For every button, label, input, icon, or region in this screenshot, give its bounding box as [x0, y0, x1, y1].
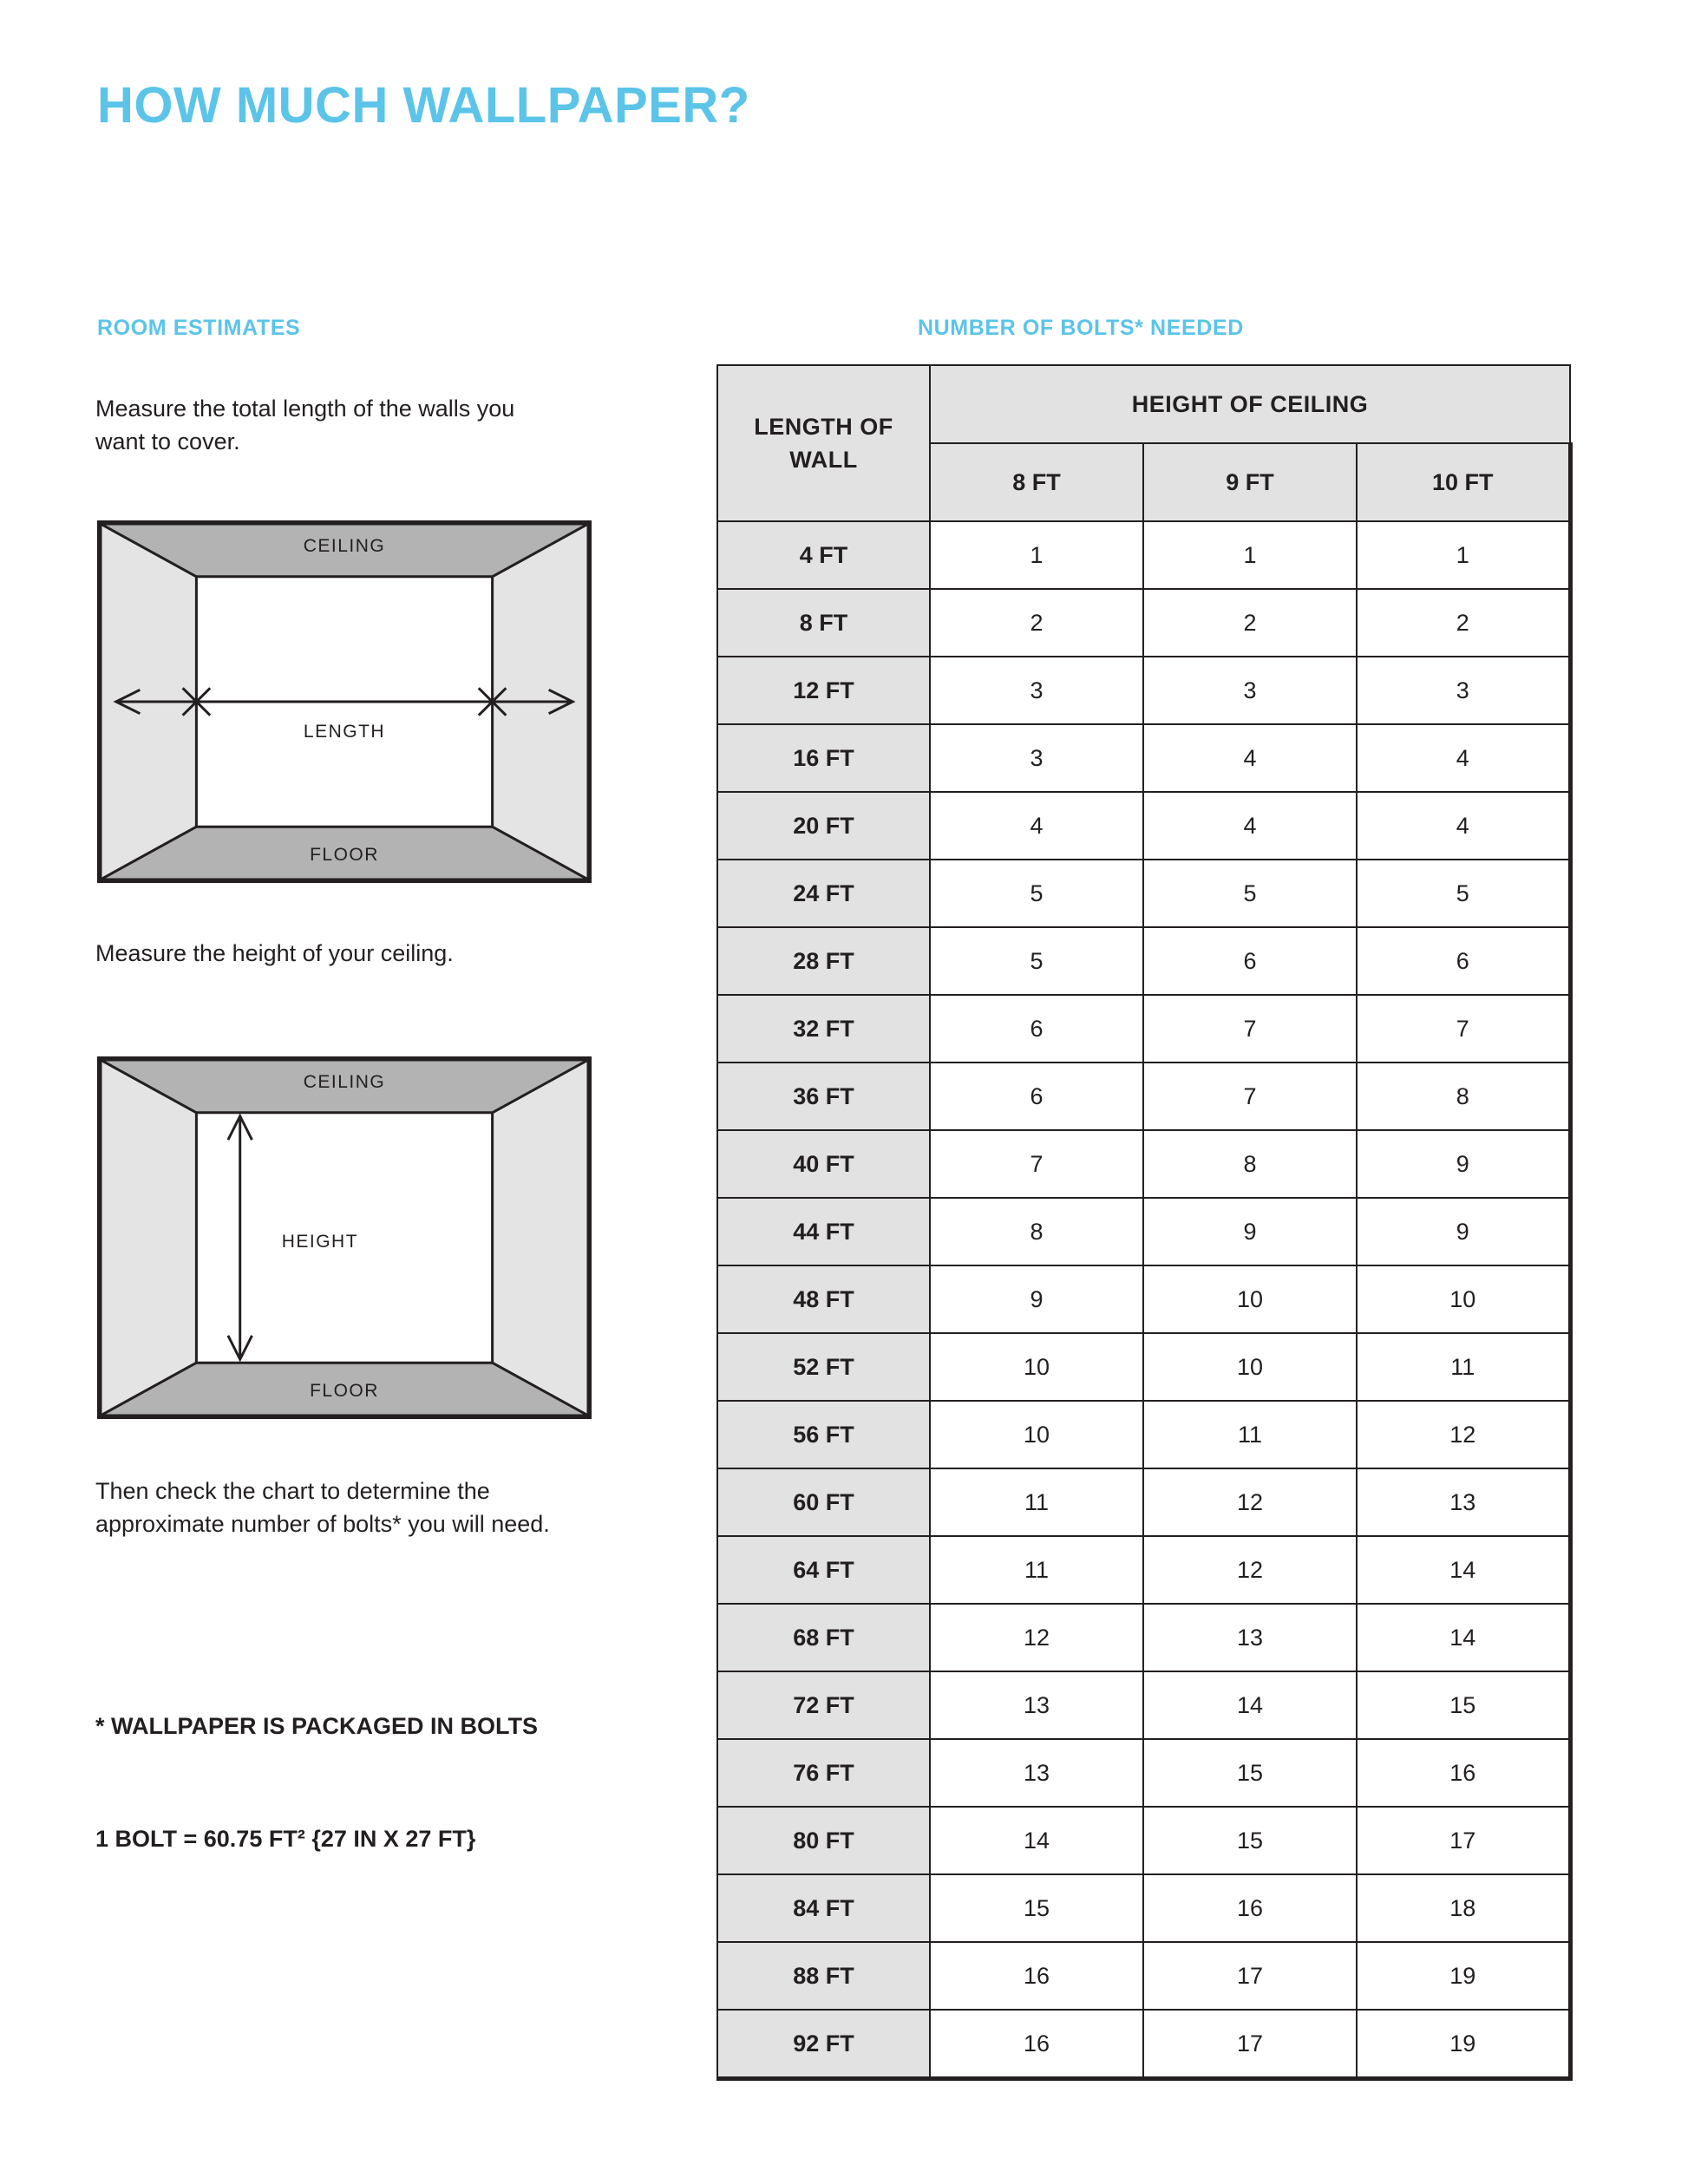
cell-value: 12 — [1143, 1536, 1357, 1604]
row-label: 92 FT — [717, 2010, 930, 2079]
cell-value: 3 — [1143, 657, 1357, 724]
table-row — [717, 1739, 1570, 1807]
cell-value: 15 — [930, 1874, 1143, 1942]
cell-value: 10 — [1143, 1265, 1357, 1333]
table-row — [717, 995, 1570, 1063]
cell-value: 16 — [930, 1942, 1143, 2010]
cell-value: 6 — [1357, 927, 1570, 995]
row-label: 76 FT — [717, 1739, 930, 1807]
cell-value: 10 — [930, 1401, 1143, 1468]
row-label: 48 FT — [717, 1265, 930, 1333]
row-label: 56 FT — [717, 1401, 930, 1468]
row-label: 12 FT — [717, 657, 930, 724]
cell-value: 5 — [1143, 860, 1357, 927]
diagram-length-floor-label: FLOOR — [310, 845, 379, 865]
cell-value: 3 — [1357, 657, 1570, 724]
row-label: 52 FT — [717, 1333, 930, 1401]
cell-value: 18 — [1357, 1874, 1570, 1942]
table-row — [717, 792, 1570, 860]
cell-value: 12 — [1143, 1468, 1357, 1536]
cell-value: 6 — [930, 1063, 1143, 1130]
cell-value: 4 — [930, 792, 1143, 860]
cell-value: 4 — [1357, 792, 1570, 860]
cell-value: 11 — [1357, 1333, 1570, 1401]
table-column-header-9ft: 9 FT — [1143, 443, 1357, 521]
table-row — [717, 2010, 1570, 2079]
diagram-length-measure-label: LENGTH — [303, 722, 386, 742]
cell-value: 15 — [1143, 1739, 1357, 1807]
row-label: 4 FT — [717, 521, 930, 589]
cell-value: 3 — [930, 724, 1143, 792]
cell-value: 10 — [930, 1333, 1143, 1401]
table-row — [717, 1604, 1570, 1671]
cell-value: 17 — [1357, 1807, 1570, 1874]
table-row — [717, 1401, 1570, 1468]
bolts-table-container — [716, 364, 1571, 2081]
cell-value: 7 — [930, 1130, 1143, 1198]
cell-value: 19 — [1357, 1942, 1570, 2010]
diagram-length-ceiling-label: CEILING — [303, 536, 386, 556]
cell-value: 14 — [930, 1807, 1143, 1874]
table-row — [717, 589, 1570, 657]
diagram-height-measure-label: HEIGHT — [281, 1232, 359, 1252]
cell-value: 13 — [930, 1739, 1143, 1807]
row-label: 16 FT — [717, 724, 930, 792]
cell-value: 15 — [1357, 1671, 1570, 1739]
cell-value: 17 — [1143, 1942, 1357, 2010]
cell-value: 13 — [1357, 1468, 1570, 1536]
row-label: 28 FT — [717, 927, 930, 995]
table-row — [717, 1333, 1570, 1401]
cell-value: 9 — [1357, 1198, 1570, 1265]
cell-value: 17 — [1143, 2010, 1357, 2079]
cell-value: 2 — [930, 589, 1143, 657]
diagram-height-ceiling-label: CEILING — [303, 1072, 386, 1092]
row-label: 8 FT — [717, 589, 930, 657]
cell-value: 8 — [1143, 1130, 1357, 1198]
row-label: 36 FT — [717, 1063, 930, 1130]
cell-value: 2 — [1143, 589, 1357, 657]
cell-value: 6 — [1143, 927, 1357, 995]
row-label: 60 FT — [717, 1468, 930, 1536]
table-row — [717, 1063, 1570, 1130]
cell-value: 14 — [1143, 1671, 1357, 1739]
cell-value: 15 — [1143, 1807, 1357, 1874]
cell-value: 11 — [930, 1468, 1143, 1536]
bolts-table — [716, 364, 1573, 2081]
table-row — [717, 521, 1570, 589]
cell-value: 9 — [930, 1265, 1143, 1333]
page-title: HOW MUCH WALLPAPER? — [97, 77, 750, 134]
table-row — [717, 927, 1570, 995]
row-label: 32 FT — [717, 995, 930, 1063]
row-label: 84 FT — [717, 1874, 930, 1942]
row-label: 24 FT — [717, 860, 930, 927]
row-label: 68 FT — [717, 1604, 930, 1671]
cell-value: 1 — [1357, 521, 1570, 589]
footnote-packaging: * WALLPAPER IS PACKAGED IN BOLTS — [95, 1713, 539, 1739]
cell-value: 12 — [930, 1604, 1143, 1671]
table-row — [717, 1671, 1570, 1739]
cell-value: 13 — [1143, 1604, 1357, 1671]
cell-value: 2 — [1357, 589, 1570, 657]
table-row — [717, 1468, 1570, 1536]
diagram-room-length — [97, 520, 592, 883]
cell-value: 11 — [930, 1536, 1143, 1604]
diagram-length-graphic — [101, 524, 588, 879]
cell-value: 10 — [1143, 1333, 1357, 1401]
row-label: 80 FT — [717, 1807, 930, 1874]
table-row — [717, 1198, 1570, 1265]
cell-value: 7 — [1357, 995, 1570, 1063]
table-row — [717, 1536, 1570, 1604]
cell-value: 6 — [930, 995, 1143, 1063]
cell-value: 5 — [930, 860, 1143, 927]
table-row — [717, 657, 1570, 724]
cell-value: 8 — [930, 1198, 1143, 1265]
row-label: 44 FT — [717, 1198, 930, 1265]
cell-value: 1 — [930, 521, 1143, 589]
row-label: 88 FT — [717, 1942, 930, 2010]
cell-value: 7 — [1143, 1063, 1357, 1130]
row-label: 20 FT — [717, 792, 930, 860]
table-header-length-of-wall: LENGTH OF WALL — [717, 365, 930, 521]
cell-value: 14 — [1357, 1604, 1570, 1671]
instruction-step-2: Measure the height of your ceiling. — [95, 940, 454, 966]
cell-value: 1 — [1143, 521, 1357, 589]
cell-value: 16 — [930, 2010, 1143, 2079]
cell-value: 12 — [1357, 1401, 1570, 1468]
cell-value: 16 — [1357, 1739, 1570, 1807]
cell-value: 5 — [1357, 860, 1570, 927]
table-row — [717, 1130, 1570, 1198]
cell-value: 19 — [1357, 2010, 1570, 2079]
table-header-height-of-ceiling: HEIGHT OF CEILING — [930, 365, 1570, 443]
table-row — [717, 724, 1570, 792]
instruction-step-3: Then check the chart to determine the approximate number of bolts* you will need. — [95, 1478, 550, 1537]
row-label: 64 FT — [717, 1536, 930, 1604]
row-label: 40 FT — [717, 1130, 930, 1198]
cell-value: 7 — [1143, 995, 1357, 1063]
footnote-bolt-size: 1 BOLT = 60.75 FT² {27 IN X 27 FT} — [95, 1826, 476, 1852]
section-heading-bolts-needed: NUMBER OF BOLTS* NEEDED — [918, 316, 1244, 340]
cell-value: 9 — [1357, 1130, 1570, 1198]
table-row — [717, 1942, 1570, 2010]
diagram-height-floor-label: FLOOR — [310, 1381, 379, 1401]
cell-value: 3 — [930, 657, 1143, 724]
diagram-room-height — [97, 1056, 592, 1419]
cell-value: 8 — [1357, 1063, 1570, 1130]
row-label: 72 FT — [717, 1671, 930, 1739]
instruction-step-1: Measure the total length of the walls you want to cover. — [95, 396, 515, 454]
cell-value: 4 — [1357, 724, 1570, 792]
table-row — [717, 1265, 1570, 1333]
cell-value: 5 — [930, 927, 1143, 995]
table-row — [717, 860, 1570, 927]
cell-value: 14 — [1357, 1536, 1570, 1604]
cell-value: 10 — [1357, 1265, 1570, 1333]
table-row — [717, 1807, 1570, 1874]
cell-value: 16 — [1143, 1874, 1357, 1942]
bolts-table-head — [717, 365, 1570, 521]
table-column-header-10ft: 10 FT — [1357, 443, 1570, 521]
bolts-table-body — [717, 521, 1570, 2079]
cell-value: 11 — [1143, 1401, 1357, 1468]
cell-value: 9 — [1143, 1198, 1357, 1265]
cell-value: 13 — [930, 1671, 1143, 1739]
cell-value: 4 — [1143, 724, 1357, 792]
section-heading-room-estimates: ROOM ESTIMATES — [97, 316, 301, 340]
table-column-header-8ft: 8 FT — [930, 443, 1143, 521]
cell-value: 4 — [1143, 792, 1357, 860]
table-row — [717, 1874, 1570, 1942]
